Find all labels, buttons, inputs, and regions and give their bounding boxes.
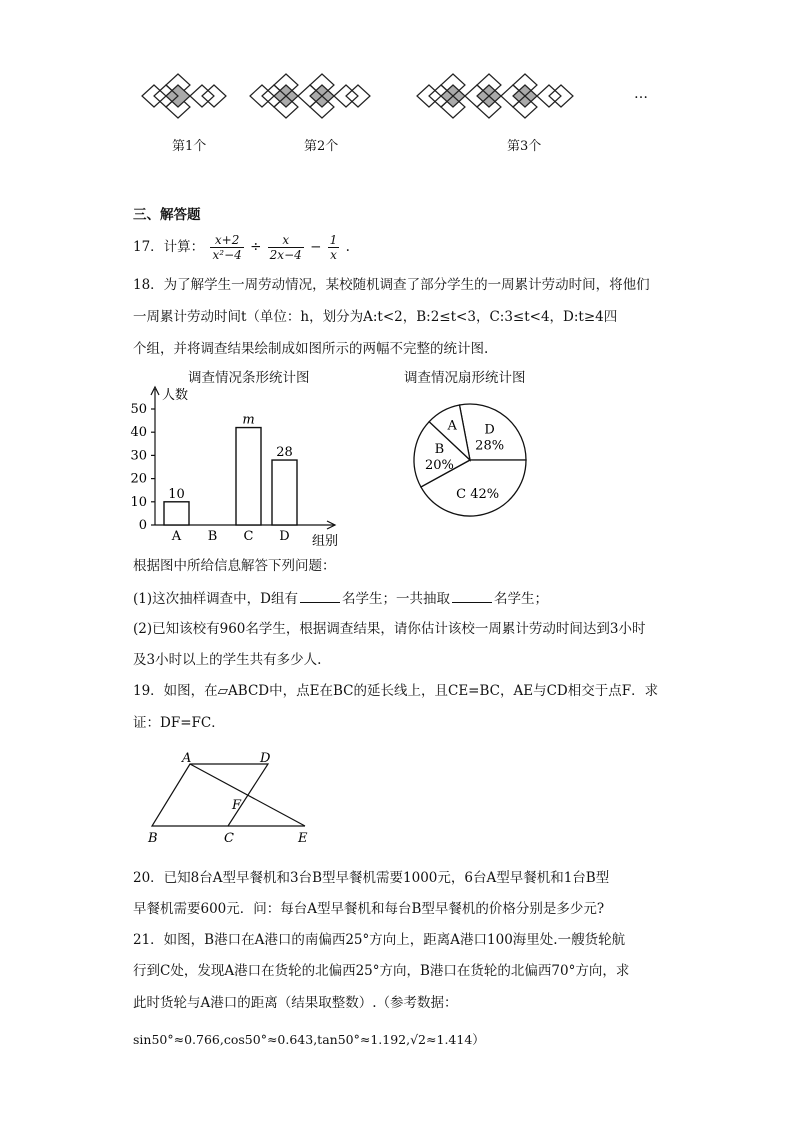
pattern-label-3: 第3个 [507, 139, 542, 154]
q19-line-1: 19．如图，在▱ABCD中，点E在BC的延长线上，且CE=BC，AE与CD相交于点F．求 [133, 683, 659, 699]
bar-data-label-A: 10 [168, 486, 185, 502]
pie-label-B: B [434, 442, 445, 458]
pie-label-C: C 42% [456, 486, 500, 502]
q20-line-1: 20．已知8台A型早餐机和3台B型早餐机需要1000元，6台A型早餐机和1台B型 [133, 870, 610, 886]
point-D: D [260, 752, 271, 766]
bar-ylabel: 人数 [162, 388, 189, 403]
q18-part-1: (1)这次抽样调查中，D组有 名学生；一共抽取 名学生； [133, 588, 548, 609]
y-tick-label: 30 [130, 448, 147, 464]
bar-chart [120, 385, 360, 550]
q18-line-1: 18．为了解学生一周劳动情况，某校随机调查了部分学生的一周累计劳动时间，将他们 [133, 277, 650, 293]
x-tick-label-D: D [279, 529, 290, 544]
fraction-2: $\frac{x}{2x-4}$ [269, 233, 302, 262]
bar-A [164, 502, 189, 525]
section-heading: 三、解答题 [133, 207, 201, 223]
parallelogram-figure [140, 752, 340, 847]
point-E: E [298, 831, 308, 846]
point-A: A [182, 752, 192, 766]
bar-D [272, 460, 297, 525]
q21-line-3: 此时货轮与A港口的距离（结果取整数）.（参考数据： [133, 995, 458, 1011]
pie-percent-B: 20% [424, 458, 454, 474]
x-tick-label-C: C [243, 529, 254, 544]
q18-intro: 根据图中所给信息解答下列问题： [133, 558, 336, 574]
fraction-3: $\frac{1}{x}$ [329, 233, 338, 262]
y-tick-label: 10 [130, 494, 147, 510]
y-tick-label: 50 [130, 402, 147, 417]
q18-part-2-line-2: 及3小时以上的学生共有多少人. [133, 652, 322, 668]
pattern-2 [250, 74, 370, 118]
y-tick-label: 20 [130, 471, 147, 487]
q19-line-2: 证：DF=FC． [133, 715, 225, 731]
bar-data-label-D: 28 [276, 445, 293, 461]
pattern-ellipsis: … [634, 86, 648, 102]
pie-label-A: A [447, 418, 457, 434]
pattern-3 [417, 74, 573, 118]
q21-line-2: 行到C处，发现A港口在货轮的北偏西25°方向，B港口在货轮的北偏西70°方向，求 [133, 963, 630, 979]
bar-data-label-C: m [242, 412, 255, 428]
answer-blank-2[interactable] [452, 588, 492, 603]
fraction-1: $\frac{x+2}{\text{x²−4}}$ [212, 233, 242, 262]
pattern-label-1: 第1个 [172, 139, 207, 154]
q18-line-2: 一周累计劳动时间t（单位：h，划分为A:t<2，B:2≤t<3，C:3≤t<4，D:t≥4四 [133, 309, 618, 325]
y-tick-label: 40 [130, 425, 147, 441]
point-B: B [148, 831, 158, 846]
pie-chart [400, 390, 550, 520]
x-tick-label-B: B [207, 529, 218, 544]
bar-C [236, 428, 261, 525]
pie-chart-title: 调查情况扇形统计图 [404, 370, 526, 386]
q18-part-2-line-1: (2)已知该校有960名学生，根据调查结果，请你估计该校一周累计劳动时间达到3小时 [133, 621, 646, 637]
pattern-label-2: 第2个 [304, 139, 339, 154]
q18-line-3: 个组，并将调查结果绘制成如图所示的两幅不完整的统计图. [133, 341, 489, 357]
y-tick-label: 0 [138, 518, 147, 533]
pie-percent-D: 28% [475, 438, 505, 454]
q20-line-2: 早餐机需要600元．问：每台A型早餐机和每台B型早餐机的价格分别是多少元? [133, 901, 605, 917]
bar-xlabel: 组别 [312, 534, 339, 549]
point-C: C [224, 831, 234, 846]
bar-chart-title: 调查情况条形统计图 [188, 370, 310, 386]
pie-label-D: D [484, 422, 495, 438]
q21-line-4: sin50°≈0.766,cos50°≈0.643,tan50°≈1.192,√2≈1.414） [133, 1032, 485, 1047]
q21-line-1: 21．如图，B港口在A港口的南偏西25°方向上，距离A港口100海里处.一艘货轮航 [133, 932, 626, 948]
answer-blank-1[interactable] [300, 588, 340, 603]
diamond-pattern-figure [140, 70, 660, 132]
x-tick-label-A: A [171, 529, 182, 544]
question-17: 17．计算： $\frac{x+2}{\text{x²−4}}$ ÷ $\frac{x}{2x-4}$ − $\frac{1}{x}$ . [133, 233, 350, 262]
pattern-1 [142, 74, 226, 118]
point-F: F [232, 798, 242, 813]
